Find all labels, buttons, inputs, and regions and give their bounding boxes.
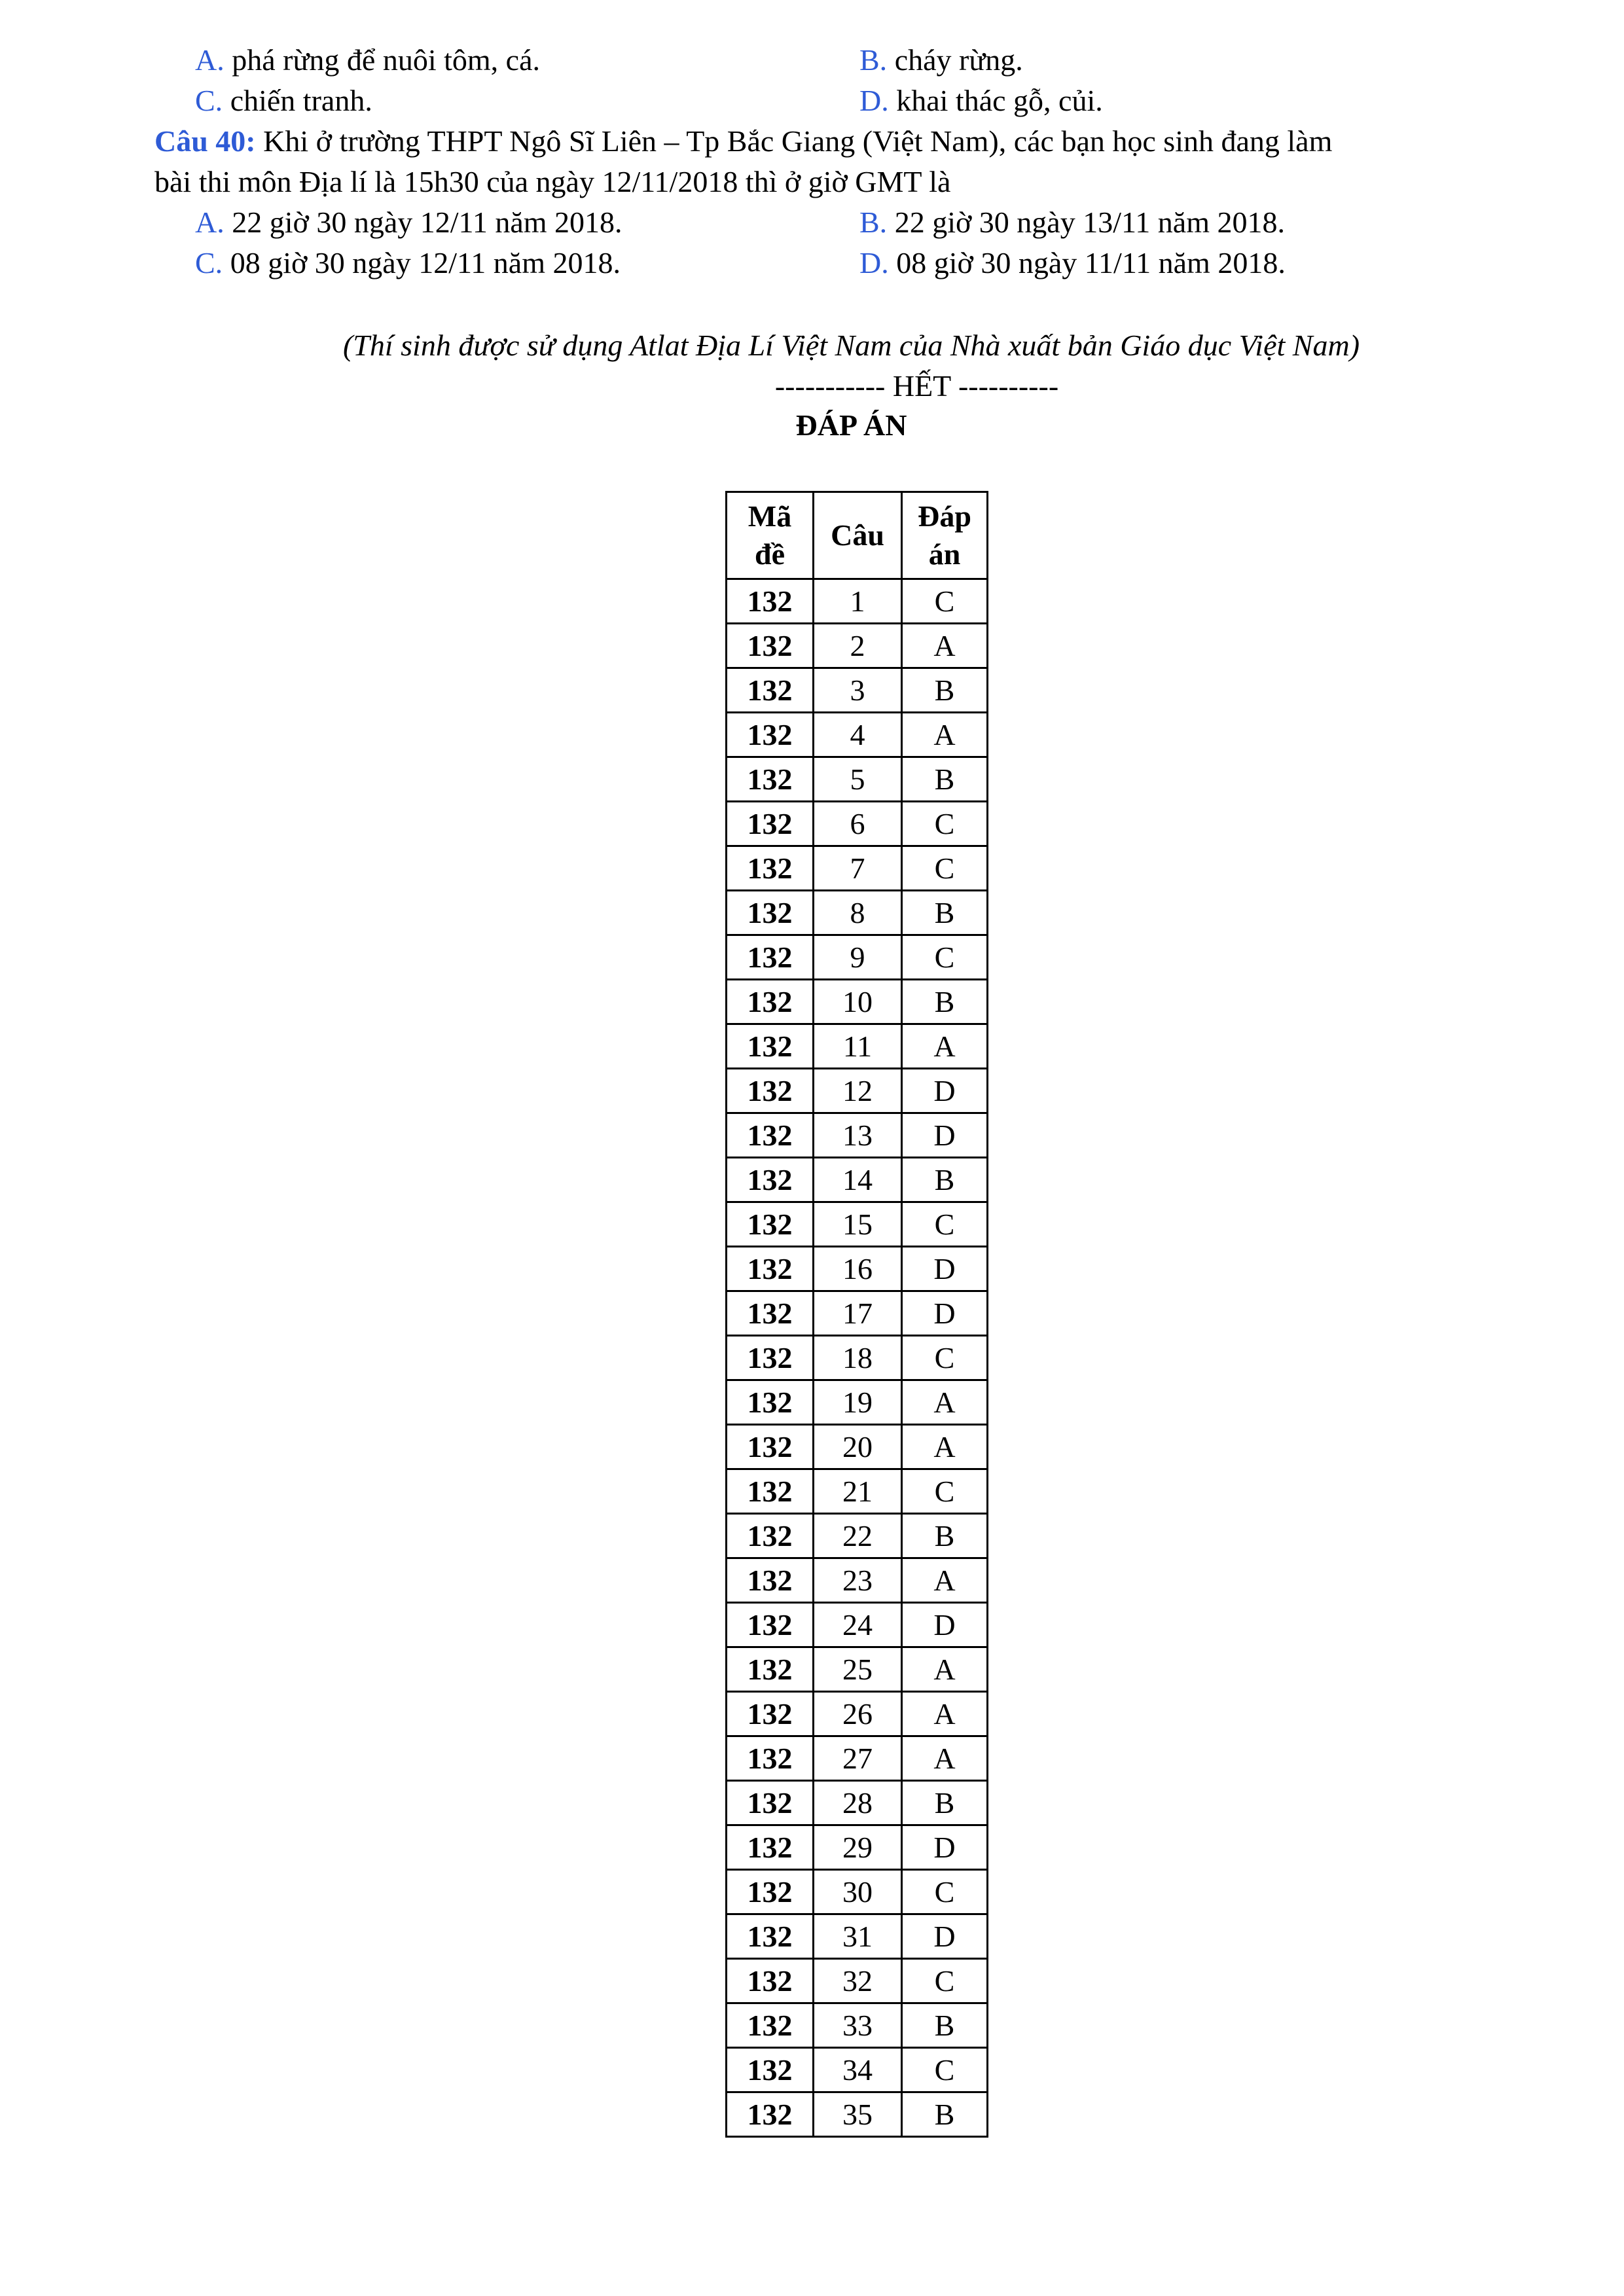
question-text-line1: Khi ở trường THPT Ngô Sĩ Liên – Tp Bắc Giang (Việt Nam), các bạn học sinh đang làm [263,124,1333,158]
question-40-stem-cont [154,162,950,202]
cell-answer: C [902,2048,988,2092]
cell-answer: B [902,757,988,802]
cell-code: 132 [727,2092,814,2137]
table-row [727,1291,988,1336]
cell-code: 132 [727,935,814,980]
option-text: 08 giờ 30 ngày 12/11 năm 2018. [230,246,621,279]
table-row [727,1959,988,2003]
cell-answer: A [902,1425,988,1469]
cell-answer: A [902,1380,988,1425]
cell-answer: A [902,624,988,668]
option-text: 22 giờ 30 ngày 12/11 năm 2018. [232,206,623,239]
cell-code: 132 [727,1825,814,1870]
cell-answer: A [902,1736,988,1781]
cell-code: 132 [727,802,814,846]
cell-question: 31 [814,1914,902,1959]
table-row [727,846,988,891]
cell-answer: D [902,1825,988,1870]
cell-question: 18 [814,1336,902,1380]
table-row [727,1247,988,1291]
cell-question: 17 [814,1291,902,1336]
header-answer-line2: án [928,537,961,571]
cell-question: 15 [814,1202,902,1247]
cell-question: 32 [814,1959,902,2003]
table-row [727,579,988,624]
option-text: khai thác gỗ, củi. [896,84,1103,117]
table-row [727,1558,988,1603]
cell-code: 132 [727,1425,814,1469]
cell-answer: D [902,1069,988,1113]
cell-question: 1 [814,579,902,624]
option-label: B. [859,43,888,77]
table-row [727,1113,988,1158]
cell-answer: D [902,1247,988,1291]
option-text: 08 giờ 30 ngày 11/11 năm 2018. [896,246,1286,279]
option-text: phá rừng để nuôi tôm, cá. [232,43,540,77]
cell-code: 132 [727,1291,814,1336]
table-row [727,1024,988,1069]
header-question: Câu [814,492,902,579]
option-label: A. [195,206,225,239]
cell-code: 132 [727,1158,814,1202]
cell-answer: D [902,1914,988,1959]
option-d-prev [859,81,1103,120]
table-row [727,980,988,1024]
table-row [727,1870,988,1914]
cell-answer: C [902,802,988,846]
cell-answer: B [902,2092,988,2137]
cell-code: 132 [727,2003,814,2048]
option-label: B. [859,206,888,239]
cell-answer: D [902,1291,988,1336]
cell-question: 7 [814,846,902,891]
cell-question: 9 [814,935,902,980]
cell-code: 132 [727,1736,814,1781]
option-a [195,203,623,242]
cell-answer: B [902,1158,988,1202]
table-row [727,1825,988,1870]
cell-question: 28 [814,1781,902,1825]
option-text: chiến tranh. [230,84,372,117]
cell-answer: B [902,891,988,935]
table-header-row [727,492,988,579]
cell-question: 8 [814,891,902,935]
cell-code: 132 [727,1603,814,1647]
cell-answer: D [902,1603,988,1647]
cell-question: 16 [814,1247,902,1291]
question-40-stem [154,122,1332,161]
cell-question: 35 [814,2092,902,2137]
cell-answer: B [902,1781,988,1825]
option-label: D. [859,246,889,279]
table-row [727,1425,988,1469]
option-b-prev [859,41,1023,80]
answer-table-body [727,579,988,2137]
cell-answer: A [902,1024,988,1069]
option-label: D. [859,84,889,117]
option-label: C. [195,84,223,117]
cell-code: 132 [727,1247,814,1291]
table-row [727,1469,988,1514]
cell-answer: B [902,668,988,713]
table-row [727,1692,988,1736]
table-row [727,1336,988,1380]
cell-code: 132 [727,1514,814,1558]
option-a-prev [195,41,540,80]
option-d [859,243,1286,283]
cell-question: 6 [814,802,902,846]
cell-question: 13 [814,1113,902,1158]
cell-question: 26 [814,1692,902,1736]
table-row [727,624,988,668]
cell-question: 30 [814,1870,902,1914]
table-row [727,1736,988,1781]
cell-answer: C [902,579,988,624]
table-row [727,713,988,757]
cell-code: 132 [727,1069,814,1113]
table-row [727,1158,988,1202]
cell-code: 132 [727,1202,814,1247]
cell-question: 33 [814,2003,902,2048]
cell-question: 11 [814,1024,902,1069]
cell-question: 23 [814,1558,902,1603]
question-text-line2: bài thi môn Địa lí là 15h30 của ngày 12/11/2018 thì ở giờ GMT là [154,165,951,198]
option-label: A. [195,43,225,77]
table-row [727,802,988,846]
header-code-line2: đề [755,537,785,571]
cell-code: 132 [727,891,814,935]
cell-code: 132 [727,1024,814,1069]
cell-code: 132 [727,1380,814,1425]
cell-code: 132 [727,579,814,624]
table-row [727,1380,988,1425]
cell-question: 4 [814,713,902,757]
header-answer-line1: Đáp [918,499,971,533]
cell-question: 34 [814,2048,902,2092]
cell-question: 14 [814,1158,902,1202]
table-row [727,1647,988,1692]
cell-answer: C [902,1469,988,1514]
cell-answer: A [902,713,988,757]
cell-code: 132 [727,1870,814,1914]
cell-answer: C [902,846,988,891]
cell-code: 132 [727,1647,814,1692]
cell-answer: C [902,1202,988,1247]
table-row [727,2048,988,2092]
cell-code: 132 [727,1113,814,1158]
cell-code: 132 [727,1336,814,1380]
cell-answer: C [902,1870,988,1914]
table-row [727,757,988,802]
cell-answer: C [902,1336,988,1380]
cell-answer: B [902,1514,988,1558]
atlas-note: (Thí sinh được sử dụng Atlat Địa Lí Việt Nam của Nhà xuất bản Giáo dục Việt Nam) [342,329,1360,362]
cell-question: 20 [814,1425,902,1469]
cell-question: 5 [814,757,902,802]
cell-code: 132 [727,668,814,713]
option-text: 22 giờ 30 ngày 13/11 năm 2018. [894,206,1285,239]
cell-answer: C [902,935,988,980]
cell-code: 132 [727,1781,814,1825]
table-row [727,2092,988,2137]
table-row [727,1514,988,1558]
question-label: Câu 40: [154,124,256,158]
cell-answer: B [902,2003,988,2048]
cell-code: 132 [727,624,814,668]
option-label: C. [195,246,223,279]
cell-code: 132 [727,1558,814,1603]
cell-code: 132 [727,757,814,802]
cell-code: 132 [727,980,814,1024]
table-row [727,1781,988,1825]
table-row [727,1603,988,1647]
answer-title: ĐÁP ÁN [795,408,907,442]
cell-code: 132 [727,1914,814,1959]
cell-question: 29 [814,1825,902,1870]
cell-question: 24 [814,1603,902,1647]
table-row [727,668,988,713]
table-row [727,935,988,980]
table-row [727,2003,988,2048]
cell-question: 12 [814,1069,902,1113]
header-code [727,492,814,579]
cell-code: 132 [727,846,814,891]
cell-answer: D [902,1113,988,1158]
cell-question: 19 [814,1380,902,1425]
cell-code: 132 [727,2048,814,2092]
cell-answer: A [902,1692,988,1736]
end-marker: ----------- HẾT ---------- [774,369,1059,403]
option-b [859,203,1285,242]
cell-code: 132 [727,1469,814,1514]
cell-answer: C [902,1959,988,2003]
cell-question: 25 [814,1647,902,1692]
cell-question: 10 [814,980,902,1024]
table-row [727,891,988,935]
cell-question: 22 [814,1514,902,1558]
cell-code: 132 [727,713,814,757]
cell-answer: B [902,980,988,1024]
cell-question: 3 [814,668,902,713]
table-row [727,1202,988,1247]
header-answer [902,492,988,579]
table-row [727,1069,988,1113]
answer-table [725,491,988,2138]
cell-code: 132 [727,1959,814,2003]
option-text: cháy rừng. [894,43,1023,77]
header-code-line1: Mã [748,499,792,533]
cell-answer: A [902,1647,988,1692]
cell-question: 2 [814,624,902,668]
cell-question: 27 [814,1736,902,1781]
cell-code: 132 [727,1692,814,1736]
option-c [195,243,621,283]
option-c-prev [195,81,372,120]
cell-answer: A [902,1558,988,1603]
cell-question: 21 [814,1469,902,1514]
table-row [727,1914,988,1959]
